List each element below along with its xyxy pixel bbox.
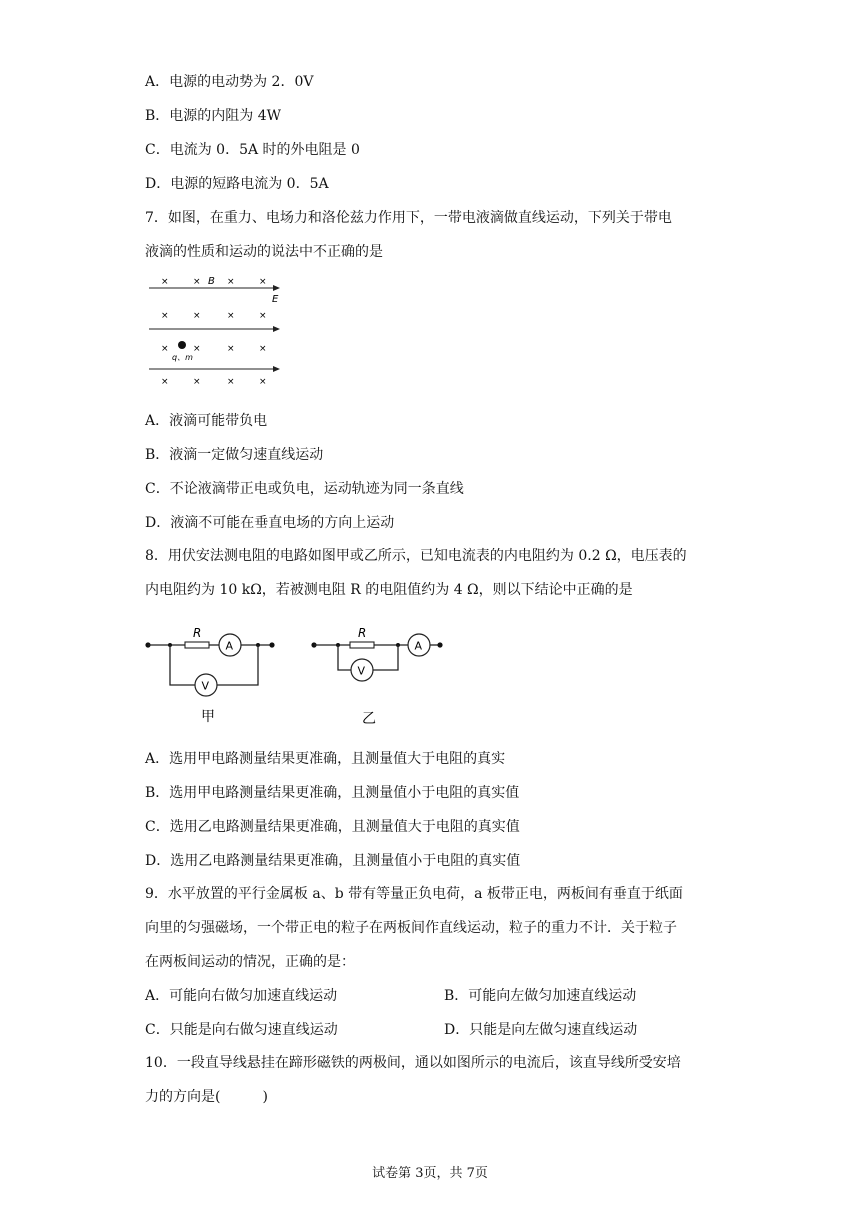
voltmeter-label: V bbox=[201, 679, 210, 693]
q9-stem-line-3: 在两板间运动的情况，正确的是： bbox=[145, 954, 355, 970]
cross-mark: × bbox=[259, 377, 267, 387]
q9-option-d: D．只能是向左做匀速直线运动 bbox=[444, 1022, 638, 1038]
voltmeter-label: V bbox=[357, 664, 366, 678]
page-footer: 试卷第 3页，共 7页 bbox=[372, 1166, 488, 1181]
field-e-label: E bbox=[272, 294, 279, 305]
q9-option-b: B．可能向左做匀加速直线运动 bbox=[444, 988, 637, 1004]
q9-stem-line-1: 9．水平放置的平行金属板 a、b 带有等量正负电荷，a 板带正电，两板间有垂直于纸面 bbox=[145, 886, 683, 902]
droplet-label: q、m bbox=[172, 353, 193, 362]
cross-mark: × bbox=[193, 344, 201, 354]
q10-stem-line-2: 力的方向是( ) bbox=[145, 1089, 268, 1105]
q7-stem-line-2: 液滴的性质和运动的说法中不正确的是 bbox=[145, 244, 383, 260]
droplet bbox=[178, 341, 186, 349]
resistor-r bbox=[185, 642, 209, 648]
cross-mark: × bbox=[227, 377, 235, 387]
q6-option-a: A．电源的电动势为 2．0V bbox=[145, 74, 314, 90]
cross-mark: × bbox=[161, 277, 169, 287]
ammeter-label: A bbox=[414, 639, 423, 653]
q8-stem-line-2: 内电阻约为 10 kΩ，若被测电阻 R 的电阻值约为 4 Ω，则以下结论中正确的是 bbox=[145, 582, 633, 598]
q6-option-c: C．电流为 0．5A 时的外电阻是 0 bbox=[145, 142, 360, 158]
q7-field-figure bbox=[145, 268, 290, 388]
ammeter-label: A bbox=[225, 639, 234, 653]
q8-option-a: A．选用甲电路测量结果更准确，且测量值大于电阻的真实 bbox=[145, 751, 506, 767]
cross-mark: × bbox=[193, 277, 201, 287]
cross-mark: × bbox=[161, 377, 169, 387]
q8-stem-line-1: 8．用伏安法测电阻的电路如图甲或乙所示，已知电流表的内电阻约为 0.2 Ω，电压表的 bbox=[145, 548, 687, 564]
resistor-r bbox=[350, 642, 374, 648]
q6-option-b: B．电源的内阻为 4W bbox=[145, 108, 282, 124]
resistor-label: R bbox=[358, 626, 367, 640]
q7-option-b: B．液滴一定做匀速直线运动 bbox=[145, 447, 324, 463]
circuit-jia bbox=[140, 620, 285, 730]
cross-mark: × bbox=[227, 344, 235, 354]
terminal-dot bbox=[437, 642, 442, 647]
q7-stem-line-1: 7．如图，在重力、电场力和洛伦兹力作用下，一带电液滴做直线运动，下列关于带电 bbox=[145, 210, 672, 226]
terminal-dot bbox=[269, 642, 274, 647]
q6-option-d: D．电源的短路电流为 0．5A bbox=[145, 176, 329, 192]
field-b-label: B bbox=[208, 276, 215, 287]
cross-mark: × bbox=[227, 277, 235, 287]
q7-option-d: D．液滴不可能在垂直电场的方向上运动 bbox=[145, 515, 395, 531]
cross-mark: × bbox=[227, 311, 235, 321]
q8-option-b: B．选用甲电路测量结果更准确，且测量值小于电阻的真实值 bbox=[145, 785, 520, 801]
cross-mark: × bbox=[161, 311, 169, 321]
cross-mark: × bbox=[259, 311, 267, 321]
cross-mark: × bbox=[259, 277, 267, 287]
circuit-yi-label: 乙 bbox=[362, 711, 376, 727]
q7-option-c: C．不论液滴带正电或负电，运动轨迹为同一条直线 bbox=[145, 481, 464, 497]
q10-stem-line-1: 10．一段直导线悬挂在蹄形磁铁的两极间，通以如图所示的电流后，该直导线所受安培 bbox=[145, 1055, 681, 1071]
q9-option-c: C．只能是向右做匀速直线运动 bbox=[145, 1022, 338, 1038]
circuit-yi bbox=[306, 620, 451, 730]
q7-option-a: A．液滴可能带负电 bbox=[145, 413, 268, 429]
q8-option-d: D．选用乙电路测量结果更准确，且测量值小于电阻的真实值 bbox=[145, 853, 521, 869]
resistor-label: R bbox=[193, 626, 202, 640]
cross-mark: × bbox=[193, 377, 201, 387]
q8-option-c: C．选用乙电路测量结果更准确，且测量值大于电阻的真实值 bbox=[145, 819, 520, 835]
cross-mark: × bbox=[259, 344, 267, 354]
cross-mark: × bbox=[193, 311, 201, 321]
circuit-jia-label: 甲 bbox=[201, 709, 215, 725]
q9-stem-line-2: 向里的匀强磁场，一个带正电的粒子在两板间作直线运动，粒子的重力不计．关于粒子 bbox=[145, 920, 677, 936]
cross-mark: × bbox=[161, 344, 169, 354]
q9-option-a: A．可能向右做匀加速直线运动 bbox=[145, 988, 338, 1004]
